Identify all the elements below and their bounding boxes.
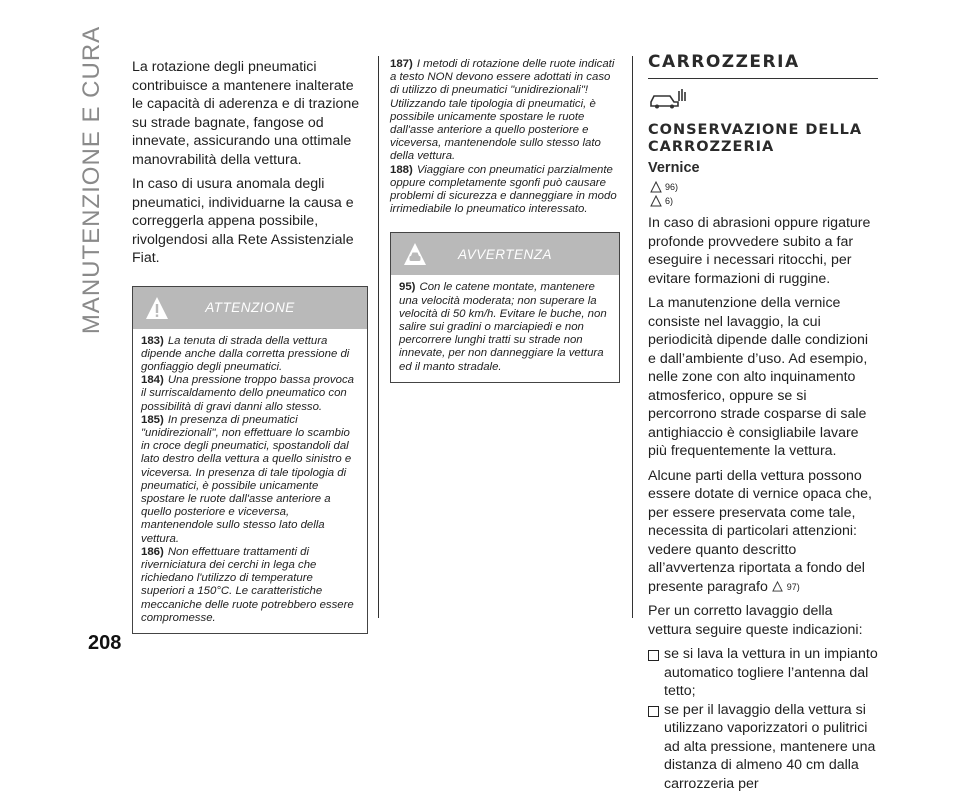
- paragraph: La manutenzione della vernice consiste nel lavaggio, la cui periodicità dipende dalle condizioni e dall’ambiente d’uso. Ad esempio, nelle zone con alto inquinamento atmosferico, oppure se si percorrono strade cosparse di sale antighiaccio è consigliabile lavare più frequentemente la vettura.: [648, 294, 878, 461]
- chapter-title: MANUTENZIONE E CURA: [78, 26, 106, 334]
- note-item: [141, 546, 359, 625]
- subsection-title: CONSERVAZIONE DELLA CARROZZERIA: [648, 122, 878, 156]
- column-3: [648, 52, 878, 793]
- warning-triangle-icon: [145, 295, 169, 321]
- list-item: [648, 701, 878, 793]
- paragraph: In caso di usura anomala degli pneumatici, individuarne la causa e correggerla appena possibile, rivolgendosi alla Rete Assistenziale Fiat.: [132, 175, 368, 268]
- note-item: [399, 281, 611, 373]
- car-caution-icon: [403, 241, 427, 267]
- caution-box-header: [391, 233, 619, 275]
- note-number: 183): [141, 335, 164, 347]
- note-number: 187): [390, 58, 413, 70]
- caution-box-body: [391, 275, 619, 381]
- note-text: In presenza di pneumatici "unidirezionali", non effettuare lo scambio in croce degli pneumatici, spostandoli dal lato destro della vettura a quello sinistro e viceversa. In presenza di tale tipologia di pneumatici, è possibile unicamente spostare le ruote dall'asse anteriore a quello posteriore e viceversa, mantenendole sullo stesso lato della vettura.: [141, 414, 351, 545]
- note-text: Viaggiare con pneumatici parzialmente oppure completamente sgonfi può causare problemi di sicurezza e danneggiare in modo irrimediabile lo pneumatico interessato.: [390, 164, 617, 216]
- warning-hand-icon: [650, 195, 662, 207]
- list-item-text: se per il lavaggio della vettura si utilizzano vaporizzatori o pulitrici ad alta pressione, mantenere una distanza di almeno 40 cm dalla carrozzeria per: [664, 701, 878, 793]
- warning-hand-icon: [650, 181, 662, 193]
- list-item-text: se si lava la vettura in un impianto automatico togliere l’antenna dal tetto;: [664, 645, 878, 701]
- section-rule: [648, 78, 878, 79]
- reference-label: 6): [665, 196, 673, 206]
- note-number: 95): [399, 281, 415, 293]
- warning-box-title: ATTENZIONE: [205, 300, 295, 315]
- paragraph-text: Alcune parti della vettura possono essere dotate di vernice opaca che, per essere preservata come tale, necessita di particolari attenzioni: vedere quanto descritto all’avvertenza riportata a fondo del presente paragrafo: [648, 468, 872, 595]
- reference-label: 96): [665, 182, 678, 192]
- car-body-icon: [648, 87, 688, 109]
- sub-subsection-title: Vernice: [648, 160, 878, 176]
- reference-note: [650, 180, 878, 194]
- caution-box: [390, 232, 620, 382]
- chapter-side-tab: [72, 50, 112, 310]
- note-item: [141, 374, 359, 414]
- column-divider: [378, 56, 379, 618]
- note-text: I metodi di rotazione delle ruote indicati a testo NON devono essere adottati in caso di utilizzo di pneumatici "unidirezionali"! Utilizzando tale tipologia di pneumatici, è possibile unicamente spostare le ruote dall'asse anteriore a quello posteriore e viceversa, mantenendole sullo stesso lato della vettura.: [390, 58, 614, 162]
- section-title: CARROZZERIA: [648, 52, 878, 72]
- note-number: 184): [141, 374, 164, 386]
- note-text: Non effettuare trattamenti di riverniciatura dei cerchi in lega che richiedano l'utilizzo di temperature superiori a 150°C. Le caratteristiche meccaniche delle ruote potrebbero essere compromesse.: [141, 546, 354, 624]
- page-number: 208: [88, 632, 121, 655]
- note-item: [390, 58, 620, 164]
- list-item: [648, 645, 878, 701]
- bullet-square-icon: [648, 706, 659, 717]
- column-divider: [632, 56, 633, 618]
- reference-note: [650, 194, 878, 208]
- paragraph: In caso di abrasioni oppure rigature profonde provvedere subito a far eseguire i necessari ritocchi, per evitare formazioni di ruggine.: [648, 214, 878, 288]
- caution-box-title: AVVERTENZA: [458, 247, 552, 262]
- note-item: [390, 164, 620, 217]
- paragraph: Per un corretto lavaggio della vettura seguire queste indicazioni:: [648, 602, 878, 639]
- warning-box-header: [133, 287, 367, 329]
- note-text: Una pressione troppo bassa provoca il surriscaldamento dello pneumatico con possibilità di gravi danni allo stesso.: [141, 374, 354, 412]
- note-number: 188): [390, 164, 413, 176]
- note-number: 185): [141, 414, 164, 426]
- column-2: [390, 58, 620, 383]
- inline-reference: 97): [787, 582, 800, 592]
- note-number: 186): [141, 546, 164, 558]
- bullet-square-icon: [648, 650, 659, 661]
- paragraph: La rotazione degli pneumatici contribuisce a mantenere inalterate le capacità di aderenza e di trazione su strade bagnate, fangose od innevate, assicurando una ottimale manovrabilità della vettura.: [132, 58, 368, 169]
- column-1: [132, 58, 368, 634]
- note-text: La tenuta di strada della vettura dipende anche dalla corretta pressione di gonfiaggio degli pneumatici.: [141, 335, 349, 373]
- note-text: Con le catene montate, mantenere una velocità moderata; non superare la velocità di 50 km/h. Evitare le buche, non salire sui gradini o marciapiedi e non percorrere lunghi tratti su strade non innevate, per non danneggiare la vettura ed il manto stradale.: [399, 281, 607, 372]
- note-item: [141, 414, 359, 546]
- warning-box: [132, 286, 368, 634]
- paragraph: [648, 467, 878, 597]
- warning-box-body: [133, 329, 367, 633]
- warning-hand-icon: [772, 581, 783, 592]
- note-item: [141, 335, 359, 375]
